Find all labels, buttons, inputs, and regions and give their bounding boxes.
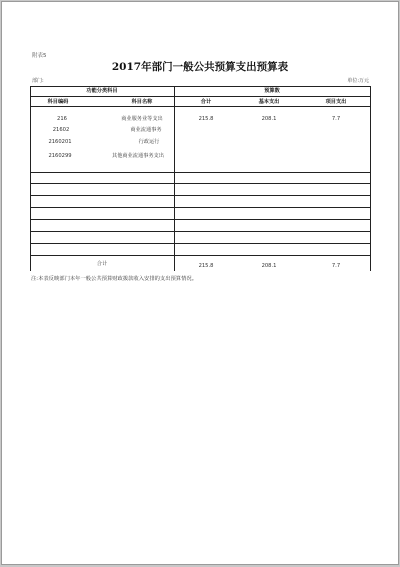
- row-name: 行政运行: [138, 139, 160, 145]
- header-divider: [30, 96, 371, 97]
- group-header-budget: 预算数: [264, 88, 280, 94]
- row-name: 商业流通事务: [130, 127, 162, 133]
- page-title: 2017年部门一般公共预算支出预算表: [111, 61, 289, 73]
- grid-rule: [30, 172, 371, 173]
- column-header-project: 项目支出: [325, 99, 347, 105]
- row-code: 2160201: [48, 139, 72, 145]
- unit-label: 单位:万元: [347, 78, 369, 84]
- group-header-classification: 功能分类科目: [86, 88, 118, 94]
- grid-rule: [30, 255, 371, 256]
- summary-label: 合计: [96, 261, 108, 267]
- classification-budget-divider: [174, 86, 175, 271]
- column-header-basic: 基本支出: [258, 99, 280, 105]
- summary-project: 7.7: [331, 263, 341, 269]
- summary-basic: 208.1: [261, 263, 277, 269]
- grid-rule: [30, 219, 371, 220]
- grid-rule: [30, 231, 371, 232]
- row-name: 其他商业流通事务支出: [112, 153, 164, 159]
- department-label: 部门:: [32, 78, 44, 84]
- row-code: 21602: [52, 127, 70, 133]
- column-header-name: 科目名称: [131, 99, 153, 105]
- row-basic: 208.1: [261, 116, 277, 122]
- grid-rule: [30, 183, 371, 184]
- row-project: 7.7: [331, 116, 341, 122]
- row-name: 商业服务业等支出: [121, 116, 163, 122]
- row-code: 2160299: [48, 153, 72, 159]
- column-header-total: 合计: [200, 99, 212, 105]
- row-total: 215.8: [198, 116, 214, 122]
- grid-rule: [30, 243, 371, 244]
- header-bottom-rule: [30, 106, 371, 107]
- table-border-top: [30, 86, 371, 87]
- row-code: 216: [57, 116, 67, 122]
- footnote: 注:本表反映部门本年一般公共预算财政拨款收入安排的支出预算情况。: [31, 276, 197, 282]
- table-border-right: [370, 86, 371, 271]
- table-border-left: [30, 86, 31, 271]
- column-header-code: 科目编码: [47, 99, 69, 105]
- budget-table: [30, 86, 371, 271]
- grid-rule: [30, 207, 371, 208]
- attachment-label: 附表5: [32, 53, 47, 59]
- summary-total: 215.8: [198, 263, 214, 269]
- grid-rule: [30, 195, 371, 196]
- document-page: [1, 1, 399, 565]
